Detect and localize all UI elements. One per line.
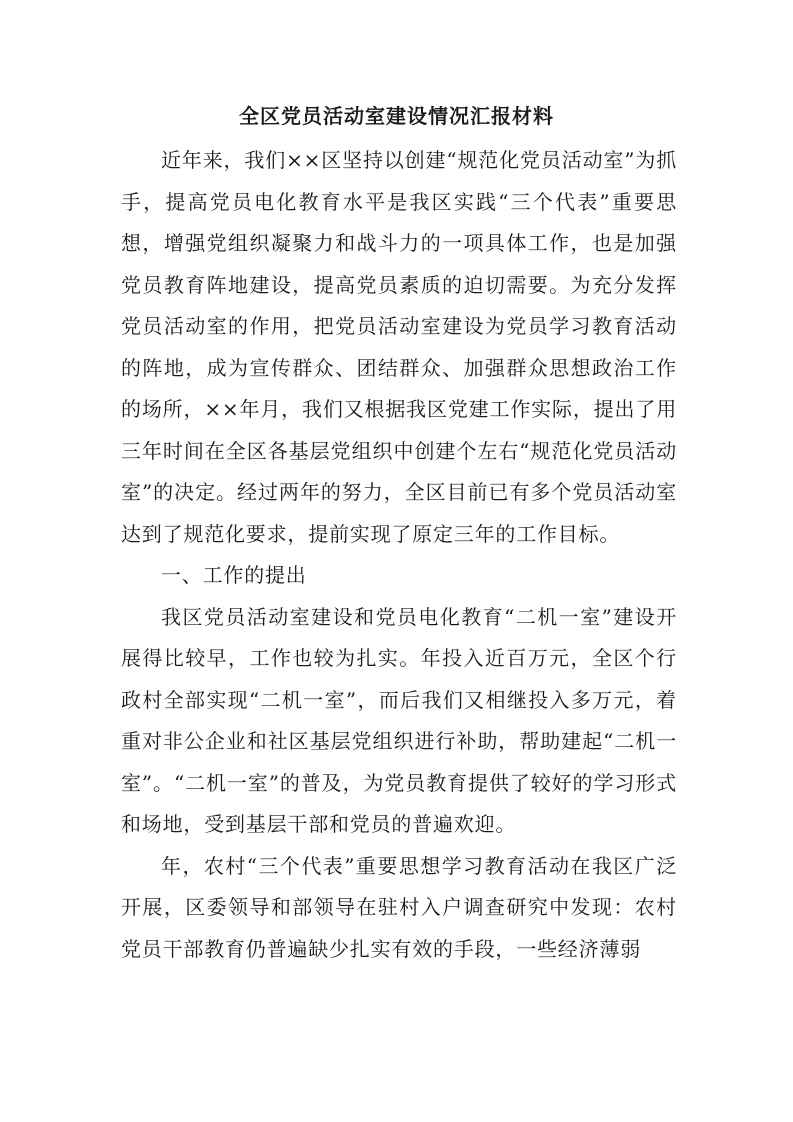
document-title: 全区党员活动室建设情况汇报材料 bbox=[239, 104, 554, 128]
paragraph-background: 我区党员活动室建设和党员电化教育“二机一室”建设开展得比较早，工作也较为扎实。年投入近百万元，全区个行政村全部实现“二机一室”，而后我们又相继投入多万元，着重对非公企业和社区基层党组织进行补助，帮助建起“二机一室”。“二机一室”的普及，为党员教育提供了较好的学习形式和场地，受到基层干部和党员的普遍欢迎。 bbox=[121, 604, 677, 836]
paragraph-discovery: 年，农村“三个代表”重要思想学习教育活动在我区广泛开展，区委领导和部领导在驻村入户调查研究中发现：农村党员干部教育仍普遍缺少扎实有效的手段，一些经济薄弱 bbox=[121, 853, 677, 961]
document-body bbox=[121, 140, 677, 970]
section-heading: 一、工作的提出 bbox=[161, 563, 307, 587]
paragraph-intro: 近年来，我们××区坚持以创建“规范化党员活动室”为抓手，提高党员电化教育水平是我区实践“三个代表”重要思想，增强党组织凝聚力和战斗力的一项具体工作，也是加强党员教育阵地建设，提高党员素质的迫切需要。为充分发挥党员活动室的作用，把党员活动室建设为党员学习教育活动的阵地，成为宣传群众、团结群众、加强群众思想政治工作的场所，××年月，我们又根据我区党建工作实际，提出了用三年时间在全区各基层党组织中创建个左右“规范化党员活动室”的决定。经过两年的努力，全区目前已有多个党员活动室达到了规范化要求，提前实现了原定三年的工作目标。 bbox=[121, 148, 677, 546]
